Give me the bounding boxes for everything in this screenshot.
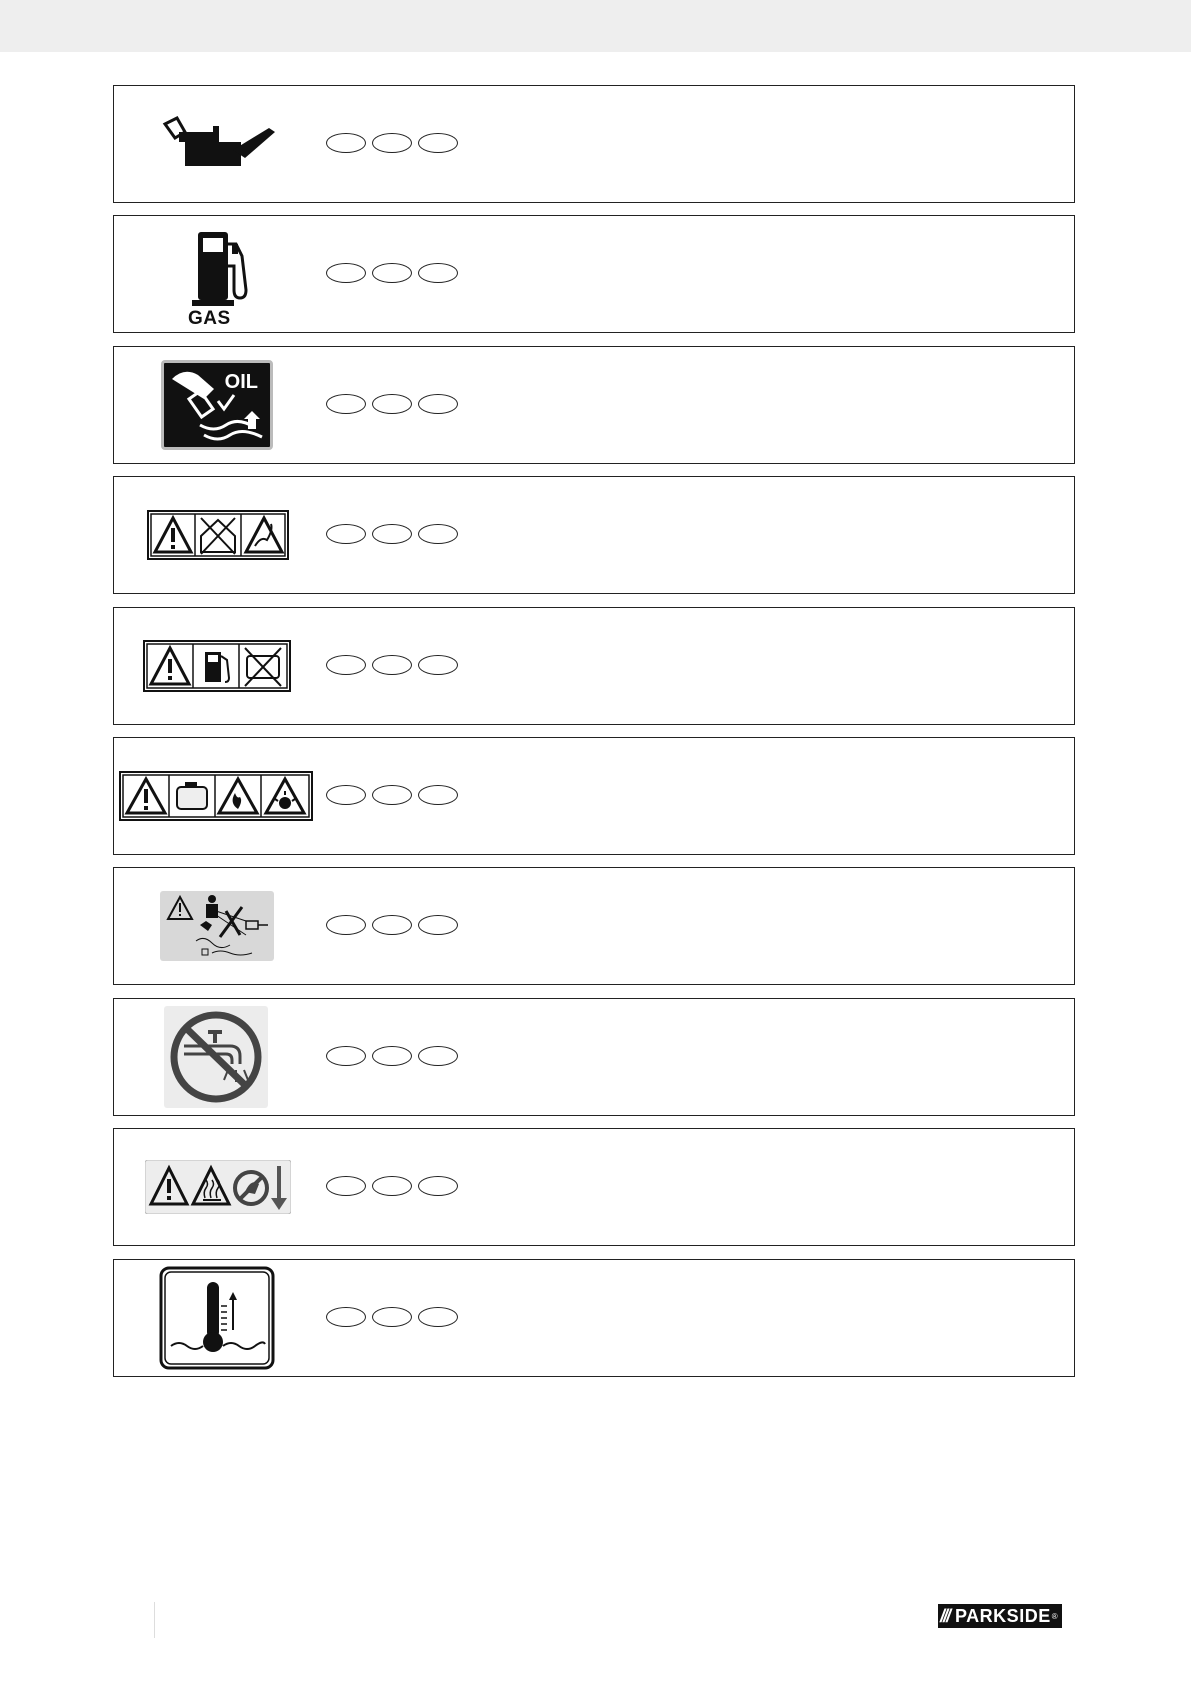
oval [418,394,458,414]
oval [326,1046,366,1066]
language-ovals [326,1307,458,1327]
oval [326,785,366,805]
warning-fire-explosion-icon [118,738,314,854]
oval [372,394,412,414]
oval [418,1307,458,1327]
oval [326,915,366,935]
footer-divider [154,1602,155,1638]
oval [418,655,458,675]
oval [372,655,412,675]
oval [418,785,458,805]
warning-hot-surface-icon [144,1129,292,1245]
language-ovals [326,263,458,283]
language-ovals [326,915,458,935]
oval [372,1176,412,1196]
brand-name: PARKSIDE [955,1605,1051,1626]
oval [372,785,412,805]
language-ovals [326,655,458,675]
oval [326,394,366,414]
oval [326,524,366,544]
brand-registered: ® [1051,1611,1058,1621]
oval [372,1046,412,1066]
oval [326,133,366,153]
symbol-row-temperature [113,1259,1075,1377]
language-ovals [326,1046,458,1066]
oval [418,1046,458,1066]
language-ovals [326,785,458,805]
language-ovals [326,394,458,414]
symbol-row-warning-indoor [113,476,1075,594]
language-ovals [326,1176,458,1196]
oval [418,133,458,153]
oval [326,655,366,675]
oval [418,524,458,544]
symbol-row-no-water [113,998,1075,1116]
oval [326,1176,366,1196]
oval [372,263,412,283]
oval [372,133,412,153]
symbol-row-warning-refuel [113,607,1075,725]
symbol-row-warning-hot [113,1128,1075,1246]
oval [372,524,412,544]
gas-label: GAS [188,308,231,329]
symbol-row-warning-cable [113,867,1075,985]
warning-cable-shock-icon [159,868,275,984]
language-ovals [326,524,458,544]
oval [418,263,458,283]
oval [418,1176,458,1196]
oil-fill-icon [159,347,275,463]
symbol-row-gas-pump [113,215,1075,333]
warning-refuel-engine-off-icon [142,608,292,724]
warning-indoor-exhaust-icon [146,477,290,593]
top-bar [0,0,1191,52]
symbol-row-oil-can [113,85,1075,203]
language-ovals [326,133,458,153]
oval [418,915,458,935]
no-water-icon [164,999,268,1115]
oil-can-icon [156,86,286,202]
temperature-icon [159,1260,275,1376]
oval [326,1307,366,1327]
symbol-row-warning-fire [113,737,1075,855]
symbol-row-oil-fill [113,346,1075,464]
brand-slashes: /// [940,1605,950,1626]
oval [326,263,366,283]
oil-label: OIL [224,371,258,393]
oval [372,915,412,935]
oval [372,1307,412,1327]
parkside-logo [938,1604,1062,1628]
gas-pump-icon [176,216,266,320]
